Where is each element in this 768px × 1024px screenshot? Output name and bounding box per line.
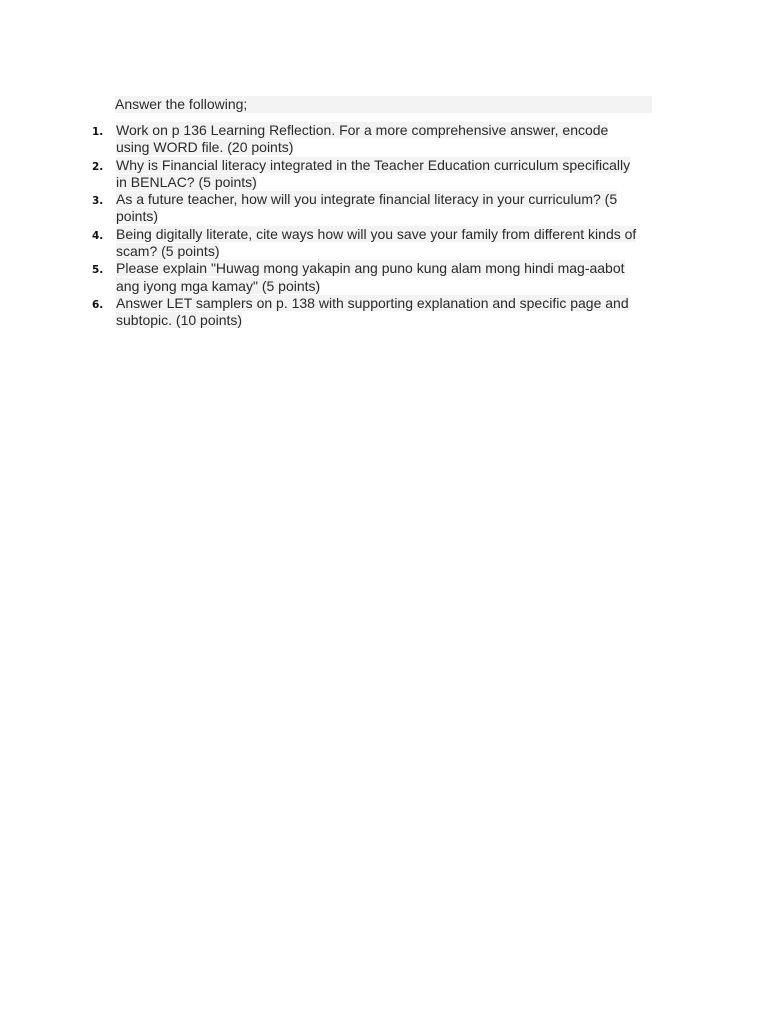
list-item: [0, 260, 768, 295]
item-text: Work on p 136 Learning Reflection. For a more comprehensive answer, encode using WORD file. (20 points): [116, 122, 609, 156]
list-item: [0, 191, 768, 226]
instructions-heading: Answer the following;: [115, 96, 652, 113]
item-text: As a future teacher, how will you integrate financial literacy in your curriculum? (5 points): [116, 191, 618, 225]
question-list: [0, 122, 768, 330]
list-item: [0, 226, 768, 261]
item-text: Why is Financial literacy integrated in the Teacher Education curriculum specifically in BENLAC? (5 points): [116, 156, 631, 190]
item-number: 4.: [92, 229, 104, 242]
list-item: [0, 122, 768, 157]
item-number: 3.: [92, 195, 104, 208]
item-text: Being digitally literate, cite ways how will you save your family from different kinds of scam? (5 points): [116, 225, 637, 260]
item-text: Please explain "Huwag mong yakapin ang puno kung alam mong hindi mag-aabot ang iyong mga kamay" (5 points): [116, 260, 625, 294]
item-number: 1.: [92, 126, 104, 138]
list-item: [0, 295, 768, 330]
item-number: 6.: [92, 298, 104, 311]
item-number: 5.: [92, 264, 104, 277]
item-number: 2.: [92, 160, 104, 173]
item-text: Answer LET samplers on p. 138 with supporting explanation and specific page and subtopic. (10 points): [116, 294, 629, 329]
list-item: [0, 157, 768, 192]
